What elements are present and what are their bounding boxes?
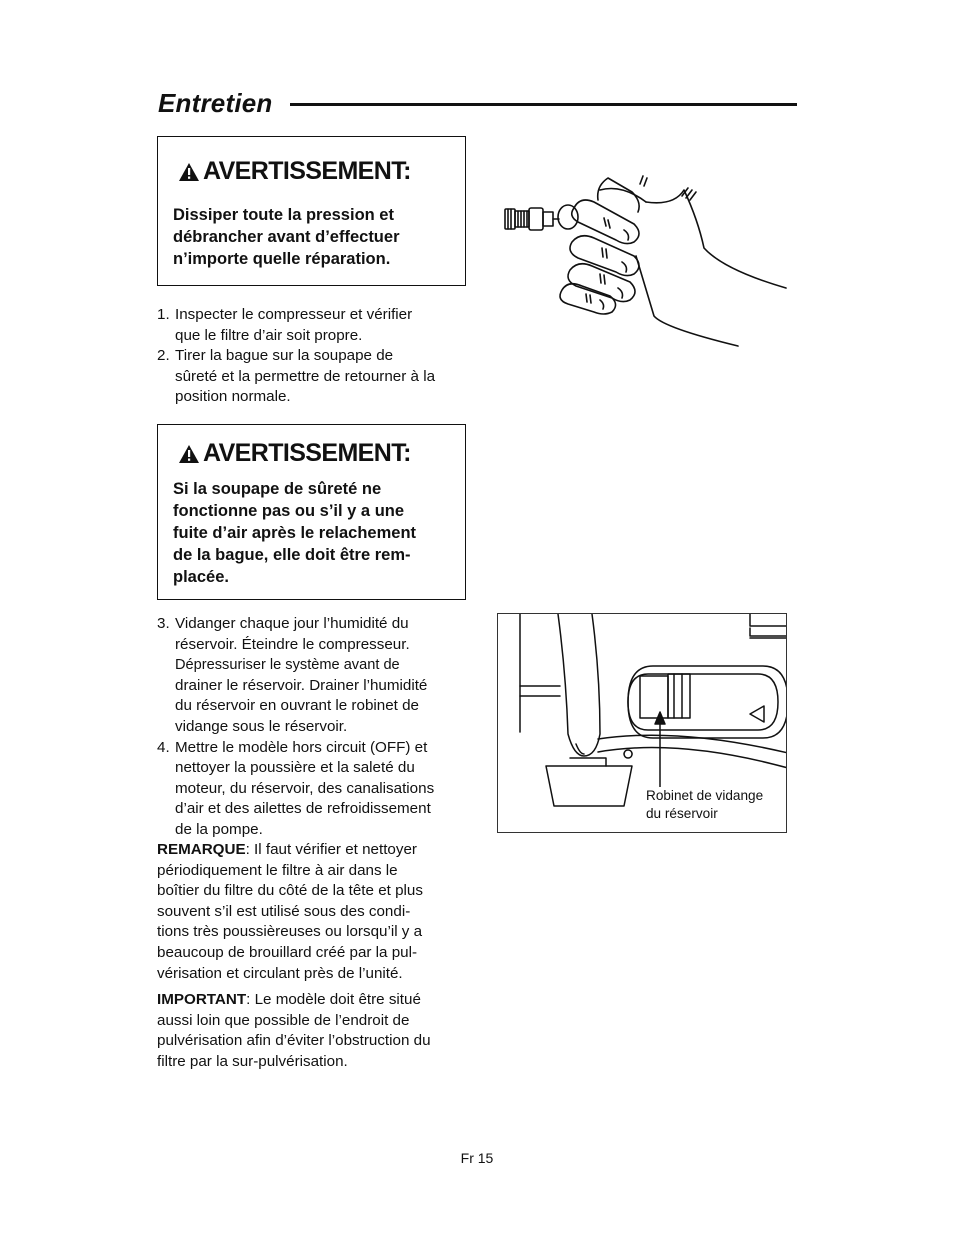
warning-line: Si la soupape de sûreté ne bbox=[173, 480, 382, 498]
list-line: Inspecter le compresseur et vérifier bbox=[175, 306, 413, 323]
warning-line: placée. bbox=[173, 568, 229, 586]
drain-valve-figure bbox=[497, 613, 787, 833]
safety-valve-hand-illustration bbox=[500, 160, 790, 355]
list-line: du réservoir en ouvrant le robinet de bbox=[175, 697, 419, 715]
steps-list-a bbox=[157, 305, 472, 408]
list-line: vidange sous le réservoir. bbox=[175, 717, 348, 735]
warning-heading bbox=[178, 439, 411, 468]
drain-valve-callout bbox=[646, 787, 786, 823]
note-label: REMARQUE bbox=[157, 841, 246, 858]
list-item bbox=[157, 738, 472, 841]
list-number: 2. bbox=[157, 347, 170, 365]
list-line: Dépressuriser le système avant de bbox=[175, 657, 400, 674]
note-line: beaucoup de brouillard créé par la pul- bbox=[157, 943, 418, 961]
warning-triangle-icon bbox=[178, 162, 200, 182]
page-number: Fr 15 bbox=[460, 1150, 494, 1166]
note-text: : Le modèle doit être situé bbox=[246, 991, 421, 1008]
callout-line: Robinet de vidange bbox=[646, 788, 764, 803]
note-line: tions très poussièreuses ou lorsqu’il y a bbox=[157, 923, 423, 941]
note-line: vérisation et circulant près de l’unité. bbox=[157, 964, 403, 982]
list-line: Tirer la bague sur la soupape de bbox=[175, 347, 394, 365]
important-note bbox=[157, 990, 469, 1072]
list-item bbox=[157, 305, 472, 346]
steps-list-b bbox=[157, 614, 472, 841]
list-line: moteur, du réservoir, des canalisations bbox=[175, 779, 435, 797]
warning-line: de la bague, elle doit être rem- bbox=[173, 546, 411, 564]
warning-line: n’importe quelle réparation. bbox=[173, 250, 391, 268]
note-label: IMPORTANT bbox=[157, 991, 247, 1008]
list-item bbox=[157, 346, 472, 408]
list-line: de la pompe. bbox=[175, 820, 263, 838]
list-number: 4. bbox=[157, 738, 170, 756]
warning-box-1 bbox=[157, 136, 466, 286]
note-line: boîtier du filtre du côté de la tête et plus bbox=[157, 882, 423, 900]
list-number: 3. bbox=[157, 615, 170, 632]
note-line: filtre par la sur-pulvérisation. bbox=[157, 1052, 348, 1070]
warning-line: fuite d’air après le relachement bbox=[173, 524, 417, 542]
note-first-line bbox=[157, 840, 469, 861]
warning-box-2 bbox=[157, 424, 466, 600]
list-line: nettoyer la poussière et la saleté du bbox=[175, 759, 415, 777]
callout-line: du réservoir bbox=[646, 806, 718, 821]
note-text: : Il faut vérifier et nettoyer bbox=[245, 841, 417, 858]
list-line: sûreté et la permettre de retourner à la bbox=[175, 367, 436, 385]
page-title: Entretien bbox=[158, 88, 273, 118]
warning-line: Dissiper toute la pression et bbox=[173, 206, 394, 224]
note-line: aussi loin que possible de l’endroit de bbox=[157, 1011, 410, 1029]
list-item bbox=[157, 614, 472, 738]
note-first-line bbox=[157, 990, 469, 1011]
list-line: position normale. bbox=[175, 388, 291, 406]
list-line: Vidanger chaque jour l’humidité du bbox=[175, 615, 409, 632]
list-line: que le filtre d’air soit propre. bbox=[175, 326, 363, 344]
warning-heading bbox=[178, 157, 411, 186]
warning-heading-text: AVERTISSEMENT: bbox=[203, 439, 411, 467]
warning-body bbox=[173, 478, 455, 588]
warning-triangle-icon bbox=[178, 444, 200, 464]
list-line: d’air et des ailettes de refroidissement bbox=[175, 800, 431, 818]
remarque-note bbox=[157, 840, 469, 984]
warning-line: débrancher avant d’effectuer bbox=[173, 228, 400, 246]
note-line: périodiquement le filtre à air dans le bbox=[157, 861, 398, 879]
warning-body bbox=[173, 204, 455, 270]
warning-heading-text: AVERTISSEMENT: bbox=[203, 157, 411, 185]
warning-line: fonctionne pas ou s’il y a une bbox=[173, 502, 405, 520]
list-line: Mettre le modèle hors circuit (OFF) et bbox=[175, 738, 428, 756]
note-line: pulvérisation afin d’éviter l’obstruction du bbox=[157, 1032, 431, 1050]
note-line: souvent s’il est utilisé sous des condi- bbox=[157, 902, 411, 920]
list-line: drainer le réservoir. Drainer l’humidité bbox=[175, 676, 428, 694]
list-line: réservoir. Éteindre le compresseur. bbox=[175, 635, 410, 653]
title-rule bbox=[290, 103, 797, 106]
list-number: 1. bbox=[157, 306, 170, 323]
